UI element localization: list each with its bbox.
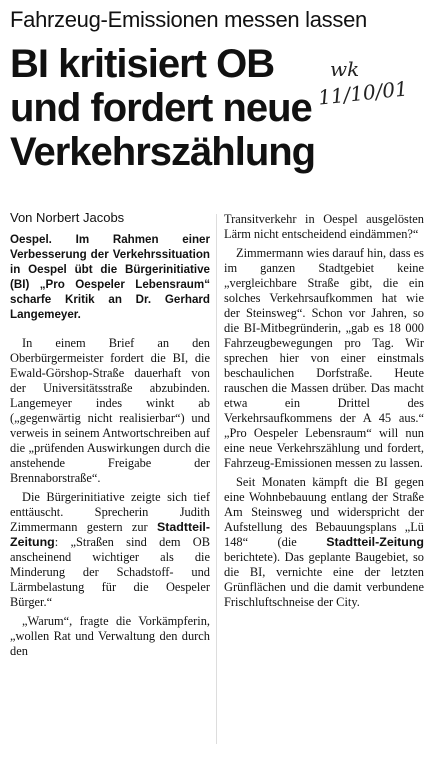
paragraph-text: berichtete). Das geplante Baugebiet, so die BI, vernichte eine der letzten Grünflächen und die damit verbundene Frischluftschneise der City. bbox=[224, 550, 424, 609]
paragraph-text: Seit Monaten kämpft die BI gegen eine Wohnbebauung entlang der Straße Am Steinsweg und widerspricht der Aufstellung des Bebauungsplans „Lü 148“ (die bbox=[224, 475, 424, 549]
article-lead: Oespel. Im Rahmen einer Verbesserung der Verkehrssituation in Oespel übt die Bürgerinitiative (BI) „Pro Oespeler Lebensraum“ scharfe Kritik an Dr. Gerhard Langemeyer. bbox=[10, 233, 210, 321]
paragraph bbox=[224, 475, 424, 610]
paragraph: „Warum“, fragte die Vorkämpferin, „wollen Rat und Verwaltung den durch den bbox=[10, 614, 210, 658]
article-column-right bbox=[224, 212, 424, 610]
paragraph: Transitverkehr in Oespel ausgelösten Lärm nicht entscheidend eindämmen?“ bbox=[224, 212, 424, 241]
headline-line-2: und fordert neue bbox=[10, 86, 312, 130]
paragraph-text: : „Straßen sind dem OB anscheinend wichtiger als die Minderung der Schadstoff- und Lärmbelastung für die Oespeler Bürger.“ bbox=[10, 535, 210, 609]
paragraph bbox=[10, 490, 210, 610]
article-headline bbox=[10, 42, 350, 174]
newspaper-name: Stadtteil-Zeitung bbox=[10, 520, 210, 549]
handwritten-date: 11/10/01 bbox=[316, 76, 409, 110]
column-divider bbox=[216, 214, 217, 744]
handwritten-note bbox=[318, 58, 438, 118]
paragraph: In einem Brief an den Oberbürgermeister fordert die BI, die Ewald-Görshop-Straße dauerhaft von der Universitätsstraße abzubinden. Langemeyer indes winkt ab („gegenwärtig nicht realisierbar“) und verweis in seinem Antwortschreiben auf die „prüfenden Auswirkungen durch die anstehende Freigabe der Brennaborstraße“. bbox=[10, 336, 210, 485]
article-byline: Von Norbert Jacobs bbox=[10, 210, 125, 225]
paragraph: Zimmermann wies darauf hin, dass es im ganzen Stadtgebiet keine „vergleichbare Straße gibt, die ein solches Verkehrsaufkommen hat wie der Steinsweg“. Schon vor Jahren, so die BI-Mitbegründerin, „gab es 18 000 Fahrzeugbewegungen pro Tag. Wir sprechen hier von einer einstmals beschaulichen Dorfstraße. Heute rauschen die Massen drüber. Das macht etwa ein Drittel des Verkehrsaufkommens der A 45 aus.“ „Pro Oespeler Lebensraum“ will nun eine neue Verkehrszählung und fordert, Fahrzeug-Emissionen messen zu lassen. bbox=[224, 246, 424, 470]
handwritten-initials: wk bbox=[330, 57, 360, 81]
article-kicker: Fahrzeug-Emissionen messen lassen bbox=[10, 7, 367, 32]
paragraph-text: Die Bürgerinitiative zeigte sich tief enttäuscht. Sprecherin Judith Zimmermann gestern zur bbox=[10, 490, 210, 534]
newspaper-name: Stadtteil-Zeitung bbox=[326, 535, 424, 549]
headline-line-1: BI kritisiert OB bbox=[10, 42, 275, 86]
headline-line-3: Verkehrszählung bbox=[10, 130, 316, 174]
article-column-left bbox=[10, 232, 210, 659]
